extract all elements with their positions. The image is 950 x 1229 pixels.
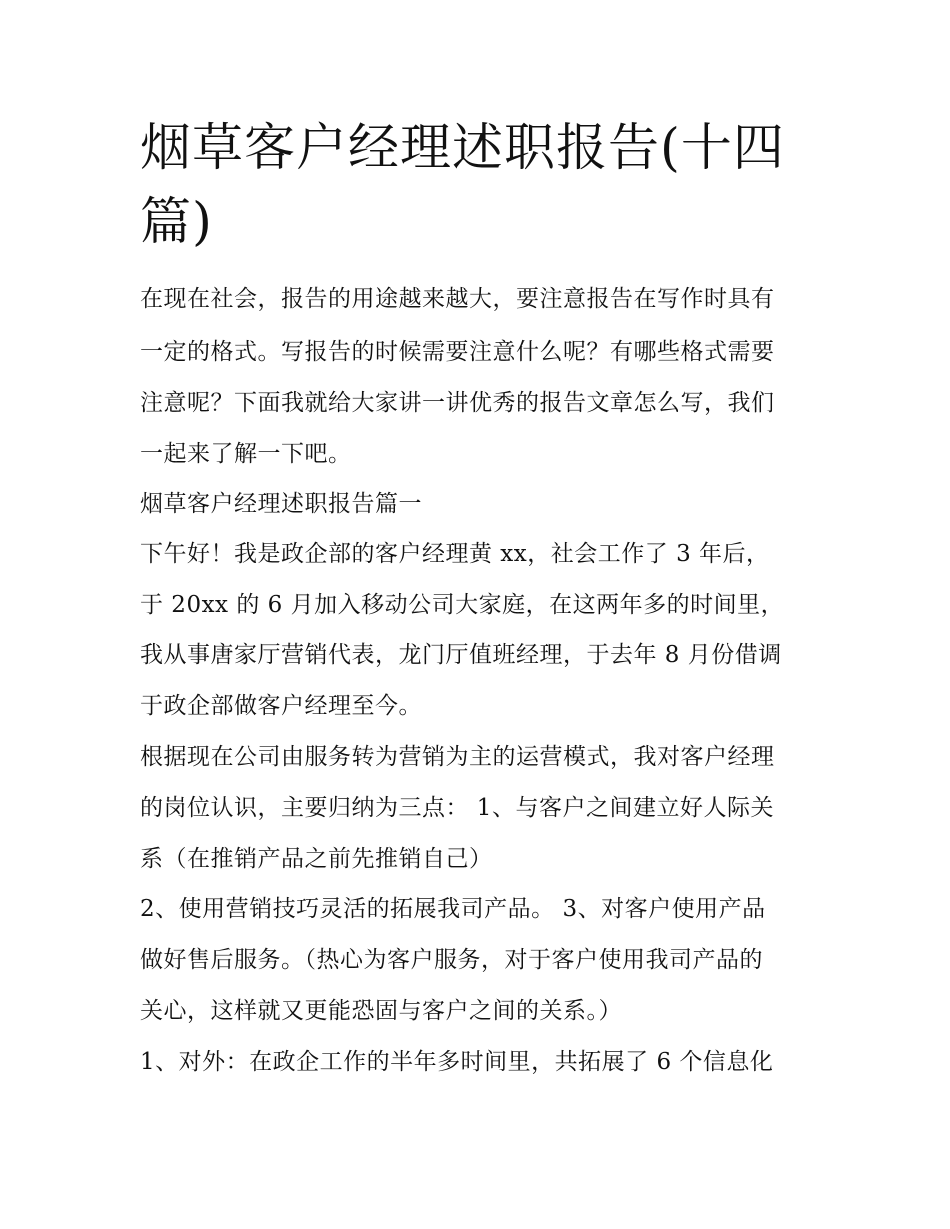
body-line: 做好售后服务。（热心为客户服务，对于客户使用我司产品的 bbox=[140, 947, 763, 973]
body-line: 于政企部做客户经理至今。 bbox=[140, 693, 422, 719]
body-line: 一起来了解一下吧。 bbox=[140, 441, 352, 467]
body-line: 下午好！我是政企部的客户经理黄 xx，社会工作了 3 年后， bbox=[140, 541, 770, 567]
body-line: 注意呢？下面我就给大家讲一讲优秀的报告文章怎么写，我们 bbox=[140, 390, 775, 416]
body-line: 我从事唐家厅营销代表，龙门厅值班经理，于去年 8 月份借调 bbox=[140, 642, 782, 668]
body-line: 在现在社会，报告的用途越来越大，要注意报告在写作时具有 bbox=[140, 286, 775, 312]
body-line: 系（在推销产品之前先推销自己） bbox=[140, 846, 493, 872]
body-line: 根据现在公司由服务转为营销为主的运营模式，我对客户经理 bbox=[140, 744, 775, 770]
body-line: 的岗位认识，主要归纳为三点： 1、与客户之间建立好人际关 bbox=[140, 795, 774, 821]
document-title bbox=[140, 112, 820, 260]
body-line: 1、对外：在政企工作的半年多时间里，共拓展了 6 个信息化 bbox=[140, 1049, 774, 1075]
title-line-2: 篇) bbox=[140, 193, 213, 252]
title-line-1: 烟草客户经理述职报告(十四 bbox=[140, 119, 785, 178]
section-heading: 烟草客户经理述职报告篇一 bbox=[140, 491, 422, 517]
body-line: 一定的格式。写报告的时候需要注意什么呢？有哪些格式需要 bbox=[140, 339, 775, 365]
body-line: 2、使用营销技巧灵活的拓展我司产品。 3、对客户使用产品 bbox=[140, 896, 766, 922]
body-line: 关心，这样就又更能恐固与客户之间的关系。） bbox=[140, 998, 622, 1024]
body-line: 于 20xx 的 6 月加入移动公司大家庭，在这两年多的时间里， bbox=[140, 592, 785, 618]
